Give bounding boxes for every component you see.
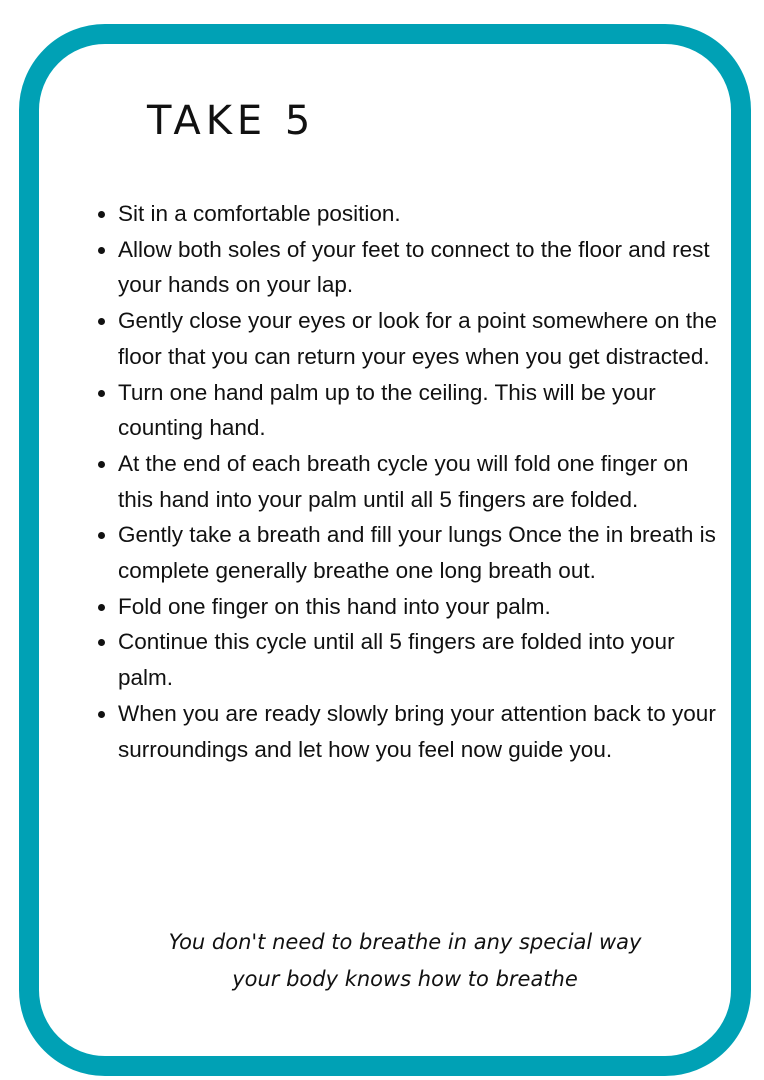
footer-line-1: You don't need to breathe in any special way (168, 930, 642, 954)
bullet-icon (98, 390, 105, 397)
bullet-icon (98, 318, 105, 325)
instruction-card (19, 24, 751, 1076)
bullet-icon (98, 604, 105, 611)
steps-list (118, 196, 728, 767)
step-text: Continue this cycle until all 5 fingers are folded into your palm. (118, 629, 675, 691)
step-text: At the end of each breath cycle you will fold one finger on this hand into your palm until all 5 fingers are folded. (118, 450, 689, 512)
bullet-icon (98, 211, 105, 218)
bullet-icon (98, 461, 105, 468)
step-text: Gently close your eyes or look for a point somewhere on the floor that you can return your eyes when you get distracted. (118, 308, 718, 369)
step-text: Gently take a breath and fill your lungs Once the in breath is complete generally breathe one long breath out. (118, 522, 716, 584)
bullet-icon (98, 711, 105, 718)
step-text: Fold one finger on this hand into your palm. (118, 593, 551, 619)
list-item (118, 232, 728, 303)
list-item (118, 696, 728, 767)
list-item (118, 196, 728, 232)
list-item (118, 517, 728, 588)
list-item (118, 375, 728, 446)
footer-note (79, 924, 731, 998)
list-item (118, 303, 728, 374)
card-title: TAKE 5 (147, 98, 316, 144)
list-item (118, 589, 728, 625)
footer-line-2: your body knows how to breathe (232, 967, 578, 991)
step-text: Sit in a comfortable position. (118, 201, 401, 226)
bullet-icon (98, 532, 105, 539)
bullet-icon (98, 639, 105, 646)
step-text: Allow both soles of your feet to connect to the floor and rest your hands on your lap. (118, 236, 710, 298)
list-item (118, 446, 728, 517)
list-item (118, 624, 728, 695)
step-text: Turn one hand palm up to the ceiling. This will be your counting hand. (118, 379, 656, 441)
step-text: When you are ready slowly bring your attention back to your surroundings and let how you feel now guide you. (118, 700, 716, 762)
bullet-icon (98, 247, 105, 254)
